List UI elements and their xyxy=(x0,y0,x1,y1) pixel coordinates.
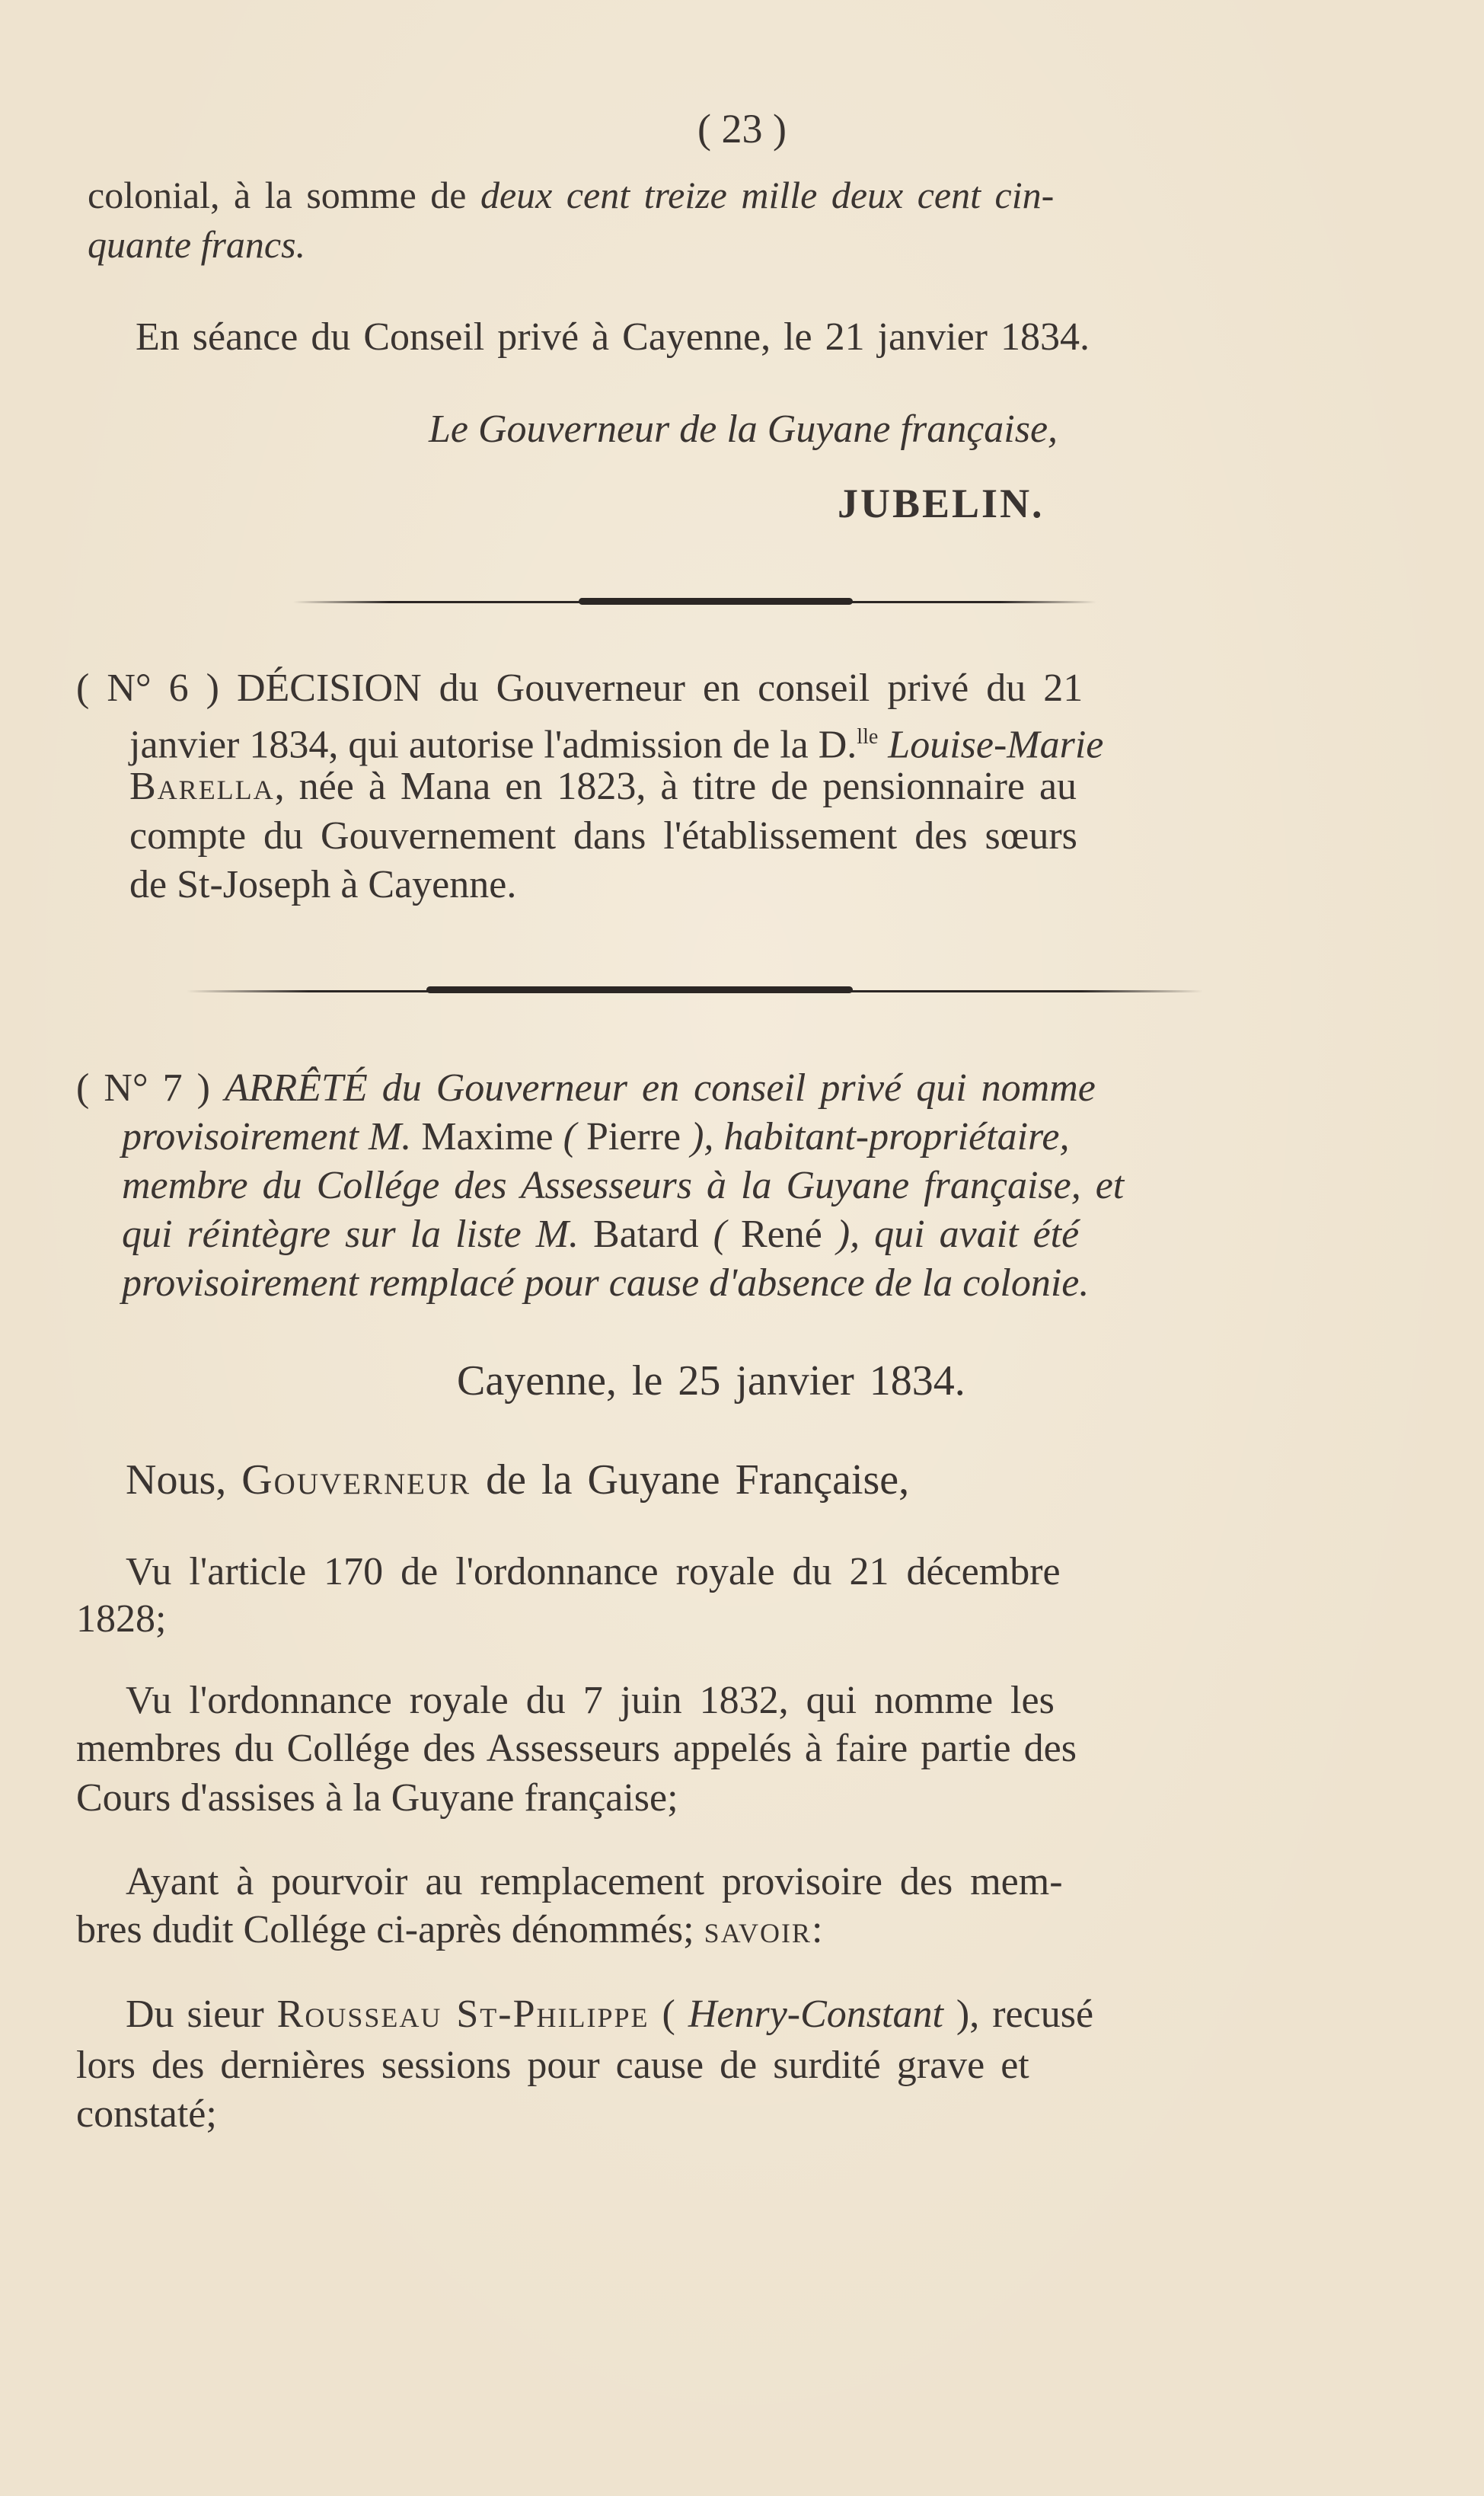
decision6-text-3: , née à Mana en 1823, à titre de pensionnaire au xyxy=(274,765,1077,808)
arrete7-line-3: membre du Collége des Assesseurs à la Guyane française, et xyxy=(122,1164,1125,1207)
ayant-text: bres dudit Collége ci-après dénommés; xyxy=(76,1908,704,1951)
arrete7-paren-close: ), xyxy=(681,1115,724,1159)
henry-constant-name: Henry-Constant xyxy=(688,1993,943,2036)
decision6-surname: Barella xyxy=(129,765,275,808)
arrete7-firstname-rene: René xyxy=(740,1213,822,1256)
decision6-line-3 xyxy=(129,763,1077,810)
divider-ornament-2 xyxy=(426,986,853,993)
nous-rest: de la Guyane Française, xyxy=(471,1456,910,1504)
arrete7-firstname-pierre: Pierre xyxy=(586,1115,681,1159)
arrete7-line-2 xyxy=(122,1114,1069,1161)
ayant-line-1: Ayant à pourvoir au remplacement provisoire des mem- xyxy=(126,1860,1063,1903)
nous-word: Nous, xyxy=(126,1456,242,1504)
ayant-colon: : xyxy=(811,1908,823,1951)
decision6-line-1 xyxy=(76,665,1083,712)
arrete7-line-5: provisoirement remplacé pour cause d'absence de la colonie. xyxy=(122,1261,1090,1305)
du-sieur-line-2: lors des dernières sessions pour cause de surdité grave et xyxy=(76,2044,1029,2087)
signature-name: JUBELIN. xyxy=(838,481,1045,526)
vu2-line-3: Cours d'assises à la Guyane française; xyxy=(76,1776,678,1820)
decision6-heading: ( N° 6 ) DÉCISION xyxy=(76,666,422,710)
place-date: Cayenne, le 25 janvier 1834. xyxy=(457,1357,965,1405)
arrete7-text-b: qui réintègre sur la liste M. xyxy=(122,1213,594,1256)
arrete7-line-4 xyxy=(122,1211,1079,1258)
decision6-text: du Gouverneur en conseil privé du 21 xyxy=(421,666,1083,710)
decision6-text-2: janvier 1834, qui autorise l'admission de la D. xyxy=(129,723,857,767)
arrete7-paren-open-2: ( xyxy=(698,1213,741,1256)
du-sieur-paren-open: ( xyxy=(649,1993,688,2036)
du-sieur-text: Du sieur xyxy=(126,1993,277,2036)
continuation-line-1 xyxy=(88,171,1054,219)
arrete7-number: ( N° 7 ) xyxy=(76,1066,225,1110)
arrete7-text-a: provisoirement M. xyxy=(122,1115,422,1159)
vu1-line-2: 1828; xyxy=(76,1597,167,1641)
arrete7-heading: ARRÊTÉ du Gouverneur en conseil privé qui nomme xyxy=(224,1066,1096,1110)
gouverneur-word: Gouverneur xyxy=(241,1456,471,1504)
arrete7-paren-close-2: ), xyxy=(822,1213,875,1256)
savoir-word: savoir xyxy=(704,1908,812,1951)
decision6-space xyxy=(878,723,888,766)
ayant-line-2 xyxy=(76,1906,822,1954)
arrete7-surname-batard: Batard xyxy=(593,1213,699,1256)
arrete7-occupation: habitant-propriétaire, xyxy=(723,1115,1070,1159)
decision6-line-5: de St-Joseph à Cayenne. xyxy=(129,863,517,906)
du-sieur-recuse: ), recusé xyxy=(943,1993,1094,2036)
divider-ornament-1 xyxy=(579,598,853,605)
decision6-line-4: compte du Gouvernement dans l'établissement des sœurs xyxy=(129,814,1077,858)
decision6-line-2 xyxy=(129,714,1103,769)
vu1-line-1: Vu l'article 170 de l'ordonnance royale du 21 décembre xyxy=(126,1550,1061,1593)
page-number: ( 23 ) xyxy=(697,106,787,152)
continuation-amount: deux cent treize mille deux cent cin- xyxy=(480,174,1055,216)
vu2-line-2: membres du Collége des Assesseurs appelés à faire partie des xyxy=(76,1727,1077,1770)
continuation-text: colonial, à la somme de xyxy=(88,174,480,216)
rousseau-name: Rousseau St-Philippe xyxy=(276,1993,649,2036)
decision6-superscript: lle xyxy=(857,725,879,749)
arrete7-surname-maxime: Maxime xyxy=(421,1115,554,1159)
du-sieur-line-3: constaté; xyxy=(76,2092,217,2136)
vu2-line-1: Vu l'ordonnance royale du 7 juin 1832, qui nomme les xyxy=(126,1679,1055,1722)
arrete7-text-c: qui avait été xyxy=(874,1213,1080,1256)
nous-line xyxy=(126,1456,909,1504)
decision6-person-name: Louise-Marie xyxy=(888,723,1104,767)
arrete7-line-1 xyxy=(76,1065,1096,1112)
du-sieur-line-1 xyxy=(126,1991,1093,2038)
signature-title: Le Gouverneur de la Guyane française, xyxy=(429,407,1058,451)
continuation-line-2: quante francs. xyxy=(88,223,306,266)
seance-line: En séance du Conseil privé à Cayenne, le 21 janvier 1834. xyxy=(136,315,1090,359)
arrete7-paren-open: ( xyxy=(553,1115,586,1159)
